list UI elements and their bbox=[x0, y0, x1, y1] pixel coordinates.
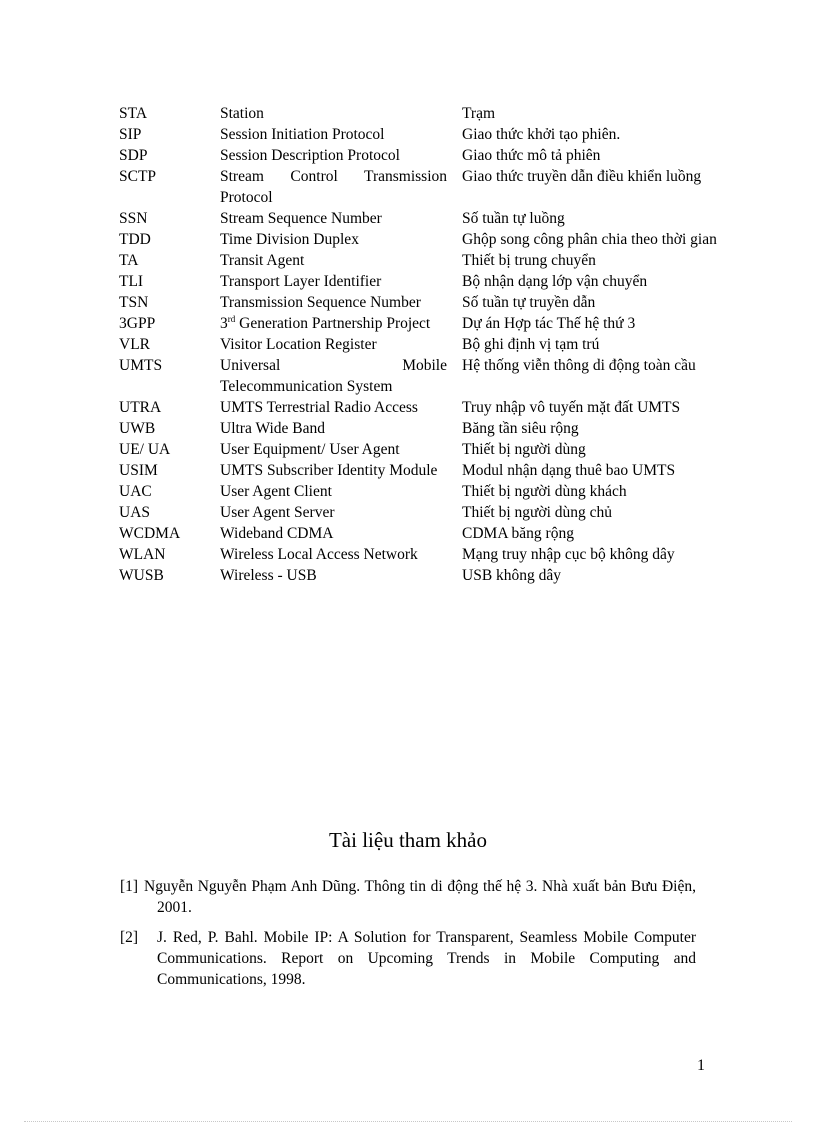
abbreviation-vietnamese: CDMA băng rộng bbox=[462, 525, 574, 542]
abbreviation-english: Session Description Protocol bbox=[220, 147, 400, 164]
abbreviation-code: TDD bbox=[119, 231, 151, 248]
abbreviation-vietnamese: Mạng truy nhập cục bộ không dây bbox=[462, 546, 675, 563]
abbreviation-english: Transit Agent bbox=[220, 252, 305, 269]
abbreviation-code: WUSB bbox=[119, 567, 164, 584]
abbreviation-vietnamese: Bộ ghi định vị tạm trú bbox=[462, 336, 600, 353]
abbreviation-row bbox=[119, 523, 726, 544]
abbreviation-english bbox=[220, 313, 462, 334]
abbreviation-vietnamese: Số tuần tự truyền dẫn bbox=[462, 294, 596, 311]
ordinal-suffix: rd bbox=[227, 313, 236, 324]
abbreviation-vietnamese: Dự án Hợp tác Thế hệ thứ 3 bbox=[462, 315, 636, 332]
abbreviation-row bbox=[119, 250, 726, 271]
abbreviation-english: Wireless Local Access Network bbox=[220, 546, 418, 563]
abbreviation-vietnamese: Số tuần tự luồng bbox=[462, 210, 565, 227]
page-number: 1 bbox=[697, 1057, 705, 1074]
abbreviation-vietnamese: Thiết bị người dùng chủ bbox=[462, 504, 613, 521]
abbreviation-row bbox=[119, 271, 726, 292]
abbreviation-english: Time Division Duplex bbox=[220, 231, 359, 248]
abbreviation-table bbox=[119, 103, 726, 586]
abbreviation-code: TLI bbox=[119, 273, 144, 290]
abbreviation-vietnamese: Giao thức khởi tạo phiên. bbox=[462, 126, 621, 143]
abbreviation-code: TA bbox=[119, 252, 139, 269]
reference-item bbox=[120, 927, 696, 990]
reference-number: [1] bbox=[120, 878, 139, 895]
abbreviation-english: Session Initiation Protocol bbox=[220, 126, 385, 143]
abbreviation-code: SSN bbox=[119, 210, 148, 227]
abbreviation-english: UMTS Subscriber Identity Module bbox=[220, 462, 438, 479]
abbreviation-row bbox=[119, 502, 726, 523]
abbreviation-vietnamese: Trạm bbox=[462, 105, 496, 122]
abbreviation-code: VLR bbox=[119, 336, 150, 353]
abbreviation-vietnamese: Băng tần siêu rộng bbox=[462, 420, 579, 437]
abbreviation-row bbox=[119, 334, 726, 355]
abbreviation-code: 3GPP bbox=[119, 315, 156, 332]
abbreviation-code: TSN bbox=[119, 294, 149, 311]
abbreviation-code: USIM bbox=[119, 462, 158, 479]
abbreviation-english: Stream Sequence Number bbox=[220, 210, 382, 227]
abbreviation-code: UMTS bbox=[119, 357, 163, 374]
abbreviation-row bbox=[119, 124, 726, 145]
abbreviation-vietnamese: Ghộp song công phân chia theo thời gian bbox=[462, 231, 717, 248]
abbreviation-code: SIP bbox=[119, 126, 142, 143]
abbreviation-vietnamese: Thiết bị người dùng khách bbox=[462, 483, 627, 500]
abbreviation-row bbox=[119, 208, 726, 229]
abbreviation-row bbox=[119, 313, 726, 334]
abbreviation-code: WCDMA bbox=[119, 525, 181, 542]
abbreviation-code: UWB bbox=[119, 420, 156, 437]
abbreviation-english: User Equipment/ User Agent bbox=[220, 441, 400, 458]
reference-text: Nguyễn Nguyễn Phạm Anh Dũng. Thông tin di động thế hệ 3. Nhà xuất bản Bưu Điện, 2001. bbox=[144, 878, 696, 916]
abbreviation-row bbox=[119, 292, 726, 313]
abbreviation-row bbox=[119, 397, 726, 418]
references-heading: Tài liệu tham khảo bbox=[328, 828, 488, 852]
abbreviation-vietnamese: Bộ nhận dạng lớp vận chuyển bbox=[462, 273, 648, 290]
abbreviation-english: Wireless - USB bbox=[220, 567, 317, 584]
abbreviation-row bbox=[119, 544, 726, 565]
reference-item bbox=[120, 876, 696, 918]
abbreviation-english: UMTS Terrestrial Radio Access bbox=[220, 399, 418, 416]
abbreviation-english: Wideband CDMA bbox=[220, 525, 334, 542]
abbreviation-english: Transport Layer Identifier bbox=[220, 273, 382, 290]
abbreviation-english: Stream Control Transmission Protocol bbox=[220, 168, 447, 206]
reference-text: J. Red, P. Bahl. Mobile IP: A Solution for Transparent, Seamless Mobile Computer Communications. Report on Upcoming Trends in Mobile Computing and Communications, 1998. bbox=[157, 929, 696, 988]
abbreviation-english: Universal Mobile Telecommunication System bbox=[220, 357, 447, 395]
abbreviation-code: STA bbox=[119, 105, 148, 122]
abbreviation-row bbox=[119, 355, 726, 397]
ordinal-number: 3 bbox=[220, 315, 228, 332]
abbreviation-vietnamese: Thiết bị người dùng bbox=[462, 441, 586, 458]
abbreviation-vietnamese: Truy nhập vô tuyến mặt đất UMTS bbox=[462, 399, 681, 416]
abbreviation-vietnamese: Hệ thống viễn thông di động toàn cầu bbox=[462, 357, 696, 374]
abbreviation-english: Ultra Wide Band bbox=[220, 420, 325, 437]
abbreviation-vietnamese: Giao thức truyền dẫn điều khiển luồng bbox=[462, 168, 702, 185]
abbreviation-row bbox=[119, 439, 726, 460]
abbreviation-row bbox=[119, 418, 726, 439]
abbreviation-row bbox=[119, 145, 726, 166]
footer-divider bbox=[24, 1121, 792, 1122]
abbreviation-code: UTRA bbox=[119, 399, 162, 416]
abbreviation-vietnamese: Giao thức mô tả phiên bbox=[462, 147, 601, 164]
abbreviation-vietnamese: Modul nhận dạng thuê bao UMTS bbox=[462, 462, 676, 479]
abbreviation-code: WLAN bbox=[119, 546, 166, 563]
abbreviation-row bbox=[119, 460, 726, 481]
abbreviation-row bbox=[119, 481, 726, 502]
abbreviation-english: Transmission Sequence Number bbox=[220, 294, 421, 311]
abbreviation-english: User Agent Server bbox=[220, 504, 335, 521]
abbreviation-vietnamese: Thiết bị trung chuyển bbox=[462, 252, 596, 269]
abbreviation-code: SDP bbox=[119, 147, 148, 164]
abbreviation-code: UAC bbox=[119, 483, 152, 500]
abbreviation-english: Station bbox=[220, 105, 264, 122]
abbreviation-row bbox=[119, 103, 726, 124]
abbreviation-code: UE/ UA bbox=[119, 441, 171, 458]
abbreviation-english: Visitor Location Register bbox=[220, 336, 377, 353]
abbreviation-row bbox=[119, 166, 726, 208]
abbreviation-vietnamese: USB không dây bbox=[462, 567, 562, 584]
abbreviation-row bbox=[119, 565, 726, 586]
abbreviation-english: User Agent Client bbox=[220, 483, 332, 500]
abbreviation-row bbox=[119, 229, 726, 250]
abbreviation-english-text: Generation Partnership Project bbox=[235, 315, 431, 332]
abbreviation-code: SCTP bbox=[119, 168, 157, 185]
abbreviation-code: UAS bbox=[119, 504, 151, 521]
reference-number: [2] bbox=[120, 929, 139, 946]
abbreviation-table-body bbox=[119, 103, 726, 586]
